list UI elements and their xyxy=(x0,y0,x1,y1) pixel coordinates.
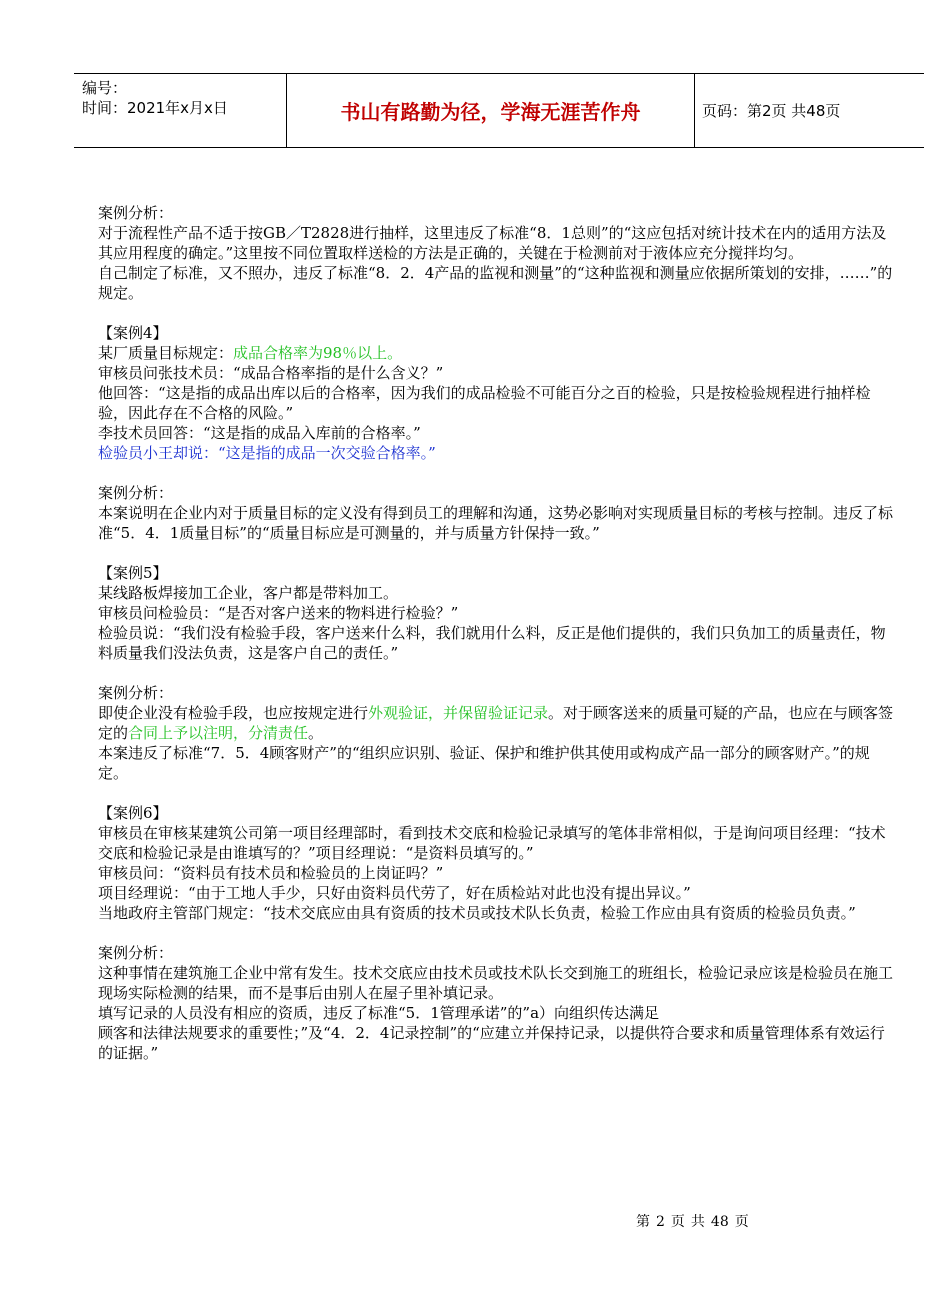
text-run: 。对于顾客送来的质量可疑的产品，也应在与顾客签定的 xyxy=(98,704,894,742)
text-run: 即使企业没有检验手段，也应按规定进行 xyxy=(98,704,369,722)
paragraph: 审核员在审核某建筑公司第一项目经理部时，看到技术交底和检验记录填写的笔体非常相似，于是询问项目经理：“技术交底和检验记录是由谁填写的？”项目经理说：“是资料员填写的。” xyxy=(98,824,886,862)
highlight-text: 外观验证，并保留验证记录 xyxy=(368,704,549,722)
section-title: 案例分析： xyxy=(98,944,174,962)
page-footer xyxy=(636,1211,755,1231)
header-meta xyxy=(82,78,282,118)
header-motto: 书山有路勤为径，学海无涯苦作舟 xyxy=(340,100,641,124)
highlight-text: 合同上予以注明，分清责任 xyxy=(128,724,309,742)
page-header xyxy=(74,73,924,148)
paragraph: 本案说明在企业内对于质量目标的定义没有得到员工的理解和沟通，这势必影响对实现质量目标的考核与控制。违反了标准“5．4．1质量目标”的“质量目标应是可测量的，并与质量方针保持一致。” xyxy=(98,504,894,542)
paragraph: 自己制定了标准，又不照办，违反了标准“8．2．4产品的监视和测量”的“这种监视和测量应依据所策划的安排，……”的规定。 xyxy=(98,264,893,302)
paragraph: 他回答：“这是指的成品出库以后的合格率，因为我们的成品检验不可能百分之百的检验，只是按检验规程进行抽样检验，因此存在不合格的风险。” xyxy=(98,384,871,422)
paragraph: 李技术员回答：“这是指的成品入库前的合格率。” xyxy=(98,424,421,442)
paragraph: 当地政府主管部门规定：“技术交底应由具有资质的技术员或技术队长负责，检验工作应由具有资质的检验员负责。” xyxy=(98,904,856,922)
footer-total-number: 48 xyxy=(710,1214,729,1230)
paragraph: 检验员说：“我们没有检验手段，客户送来什么料，我们就用什么料，反正是他们提供的，我们只负加工的质量责任，物料质量我们没法负责，这是客户自己的责任。” xyxy=(98,624,886,662)
header-divider xyxy=(694,74,695,147)
paragraph: 填写记录的人员没有相应的资质，违反了标准“5．1管理承诺”的”a）向组织传达满足 xyxy=(98,1004,660,1022)
paragraph: 本案违反了标准“7．5．4顾客财产”的“组织应识别、验证、保护和维护供其使用或构成产品一部分的顾客财产。”的规定。 xyxy=(98,744,870,782)
case-title: 【案例6】 xyxy=(98,804,168,822)
paragraph: 对于流程性产品不适于按GB／T2828进行抽样，这里违反了标准“8．1总则”的“这应包括对统计技术在内的适用方法及其应用程度的确定。”这里按不同位置取样送检的方法是正确的，关键在于检测前对于液体应充分搅拌均匀。 xyxy=(98,224,887,262)
footer-page-unit: 页 xyxy=(670,1214,685,1230)
paragraph: 顾客和法律法规要求的重要性；”及“4．2．4记录控制”的“应建立并保持记录，以提供符合要求和质量管理体系有效运行的证据。” xyxy=(98,1024,885,1062)
paragraph: 审核员问检验员：“是否对客户送来的物料进行检验？” xyxy=(98,604,459,622)
footer-total-unit: 页 xyxy=(734,1214,749,1230)
text-run: 。 xyxy=(308,724,324,742)
serial-label: 编号： xyxy=(82,79,128,97)
paragraph xyxy=(98,703,898,743)
case-title: 【案例4】 xyxy=(98,324,168,342)
text-run: 某厂质量目标规定： xyxy=(98,344,234,362)
paragraph: 这种事情在建筑施工企业中常有发生。技术交底应由技术员或技术队长交到施工的班组长，检验记录应该是检验员在施工现场实际检测的结果，而不是事后由别人在屋子里补填记录。 xyxy=(98,964,894,1002)
document-body xyxy=(98,203,898,1063)
footer-total-word: 共 xyxy=(690,1214,705,1230)
highlight-text: 成品合格率为98％以上。 xyxy=(233,344,403,362)
time-label: 时间：2021年x月x日 xyxy=(82,99,228,117)
case-title: 【案例5】 xyxy=(98,564,168,582)
section-title: 案例分析： xyxy=(98,684,174,702)
paragraph xyxy=(98,343,898,363)
paragraph: 某线路板焊接加工企业，客户都是带料加工。 xyxy=(98,584,399,602)
section-title: 案例分析： xyxy=(98,484,174,502)
highlight-paragraph: 检验员小王却说：“这是指的成品一次交验合格率。” xyxy=(98,444,436,462)
section-title: 案例分析： xyxy=(98,204,174,222)
paragraph: 审核员问：“资料员有技术员和检验员的上岗证吗？” xyxy=(98,864,444,882)
paragraph: 审核员问张技术员：“成品合格率指的是什么含义？” xyxy=(98,364,444,382)
header-page-info: 页码：第2页 共48页 xyxy=(702,102,841,120)
footer-page-word: 第 xyxy=(636,1214,650,1230)
footer-page-number: 2 xyxy=(656,1214,665,1230)
paragraph: 项目经理说：“由于工地人手少，只好由资料员代劳了，好在质检站对此也没有提出异议。” xyxy=(98,884,691,902)
